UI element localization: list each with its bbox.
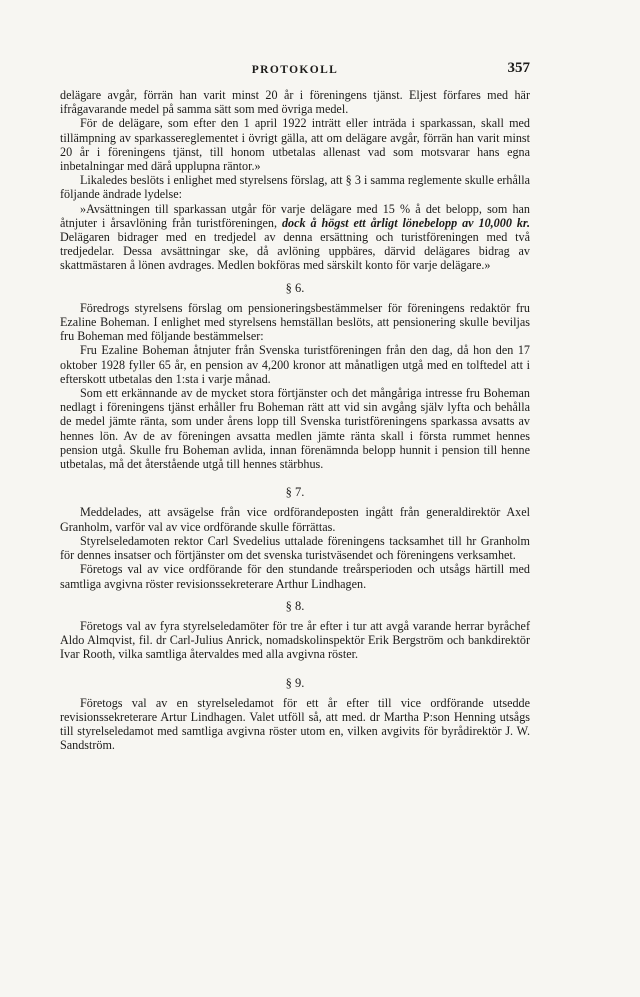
paragraph: Styrelseledamoten rektor Carl Svedelius uttalade föreningens tacksamhet till hr Granholm för dennes insatser och förtjänster om det svenska turistväsendet och föreningens verksamhet. [60, 533, 530, 563]
emphasis-text: dock å högst ett årligt lönebelopp av 10,000 kr. [281, 215, 530, 230]
section-heading: § 8. [285, 598, 305, 613]
paragraph: Meddelades, att avsägelse från vice ordförandeposten ingått från generaldirektör Axel Granholm, varför val av vice ordförande skulle förrättas. [60, 505, 530, 534]
section-heading: § 7. [285, 485, 305, 500]
paragraph: Företogs val av fyra styrelseledamöter för tre år efter i tur att avgå varande herrar byråchef Aldo Almqvist, fil. dr Carl-Julius Anrick, nomadskolinspektör Erik Bergström och bankdirektör Ivar Rooth, vilka samtliga återvaldes med alla avgivna röster. [60, 618, 530, 662]
paragraph: För de delägare, som efter den 1 april 1922 inträtt eller inträda i sparkassan, skall med tillämpning av sparkassereglementet i övrigt gälla, att om delägare avgår, förrän han varit minst 20 år i föreningens tjänst, till honom utbetalas allenast vad som motsvarar hans egna inbetalningar med därå upplupna räntor.» [60, 116, 530, 174]
quote-text: Delägaren bidrager med en tredjedel av denna ersättning och turistföreningen med två tredjedelar. Dessa avsättningar ske, då avlöning uppbäres, därvid delägares bidrag av skattmästaren å lönen avdrages. Medlen bokföras med särskilt konto för varje delägare.» [60, 230, 530, 273]
section-heading: § 6. [285, 280, 305, 295]
quote-text: »Avsättningen till sparkassan utgår för varje delägare med 15 % å det belopp, som han åtnjuter i årsavlöning från turistföreningen, [60, 201, 530, 230]
page-number: 357 [507, 60, 530, 76]
paragraph: Företogs val av en styrelseledamot för ett år efter till vice ordförande utsedde revisionssekreterare Artur Lindhagen. Valet utföll så, att med. dr Martha P:son Henning utsågs till styrelseledamot med samtliga avgivna röster utom en, vilken avgivits för byrådirektör J. W. Sandström. [60, 695, 530, 753]
paragraph: Fru Ezaline Boheman åtnjuter från Svenska turistföreningen från den dag, då hon den 17 oktober 1928 fyller 65 år, en pension av 4,200 kronor att månatligen utgå med en tolftedel att i efterskott utbetalas den 1:sta i varje månad. [60, 343, 530, 386]
paragraph: Som ett erkännande av de mycket stora förtjänster och det mångåriga intresse fru Boheman nedlagt i föreningens tjänst erhåller fru Boheman rätt att vid sin avgång själv lyfta och behålla de medel jämte ränta, som under årens lopp till Svenska turistföreningens sparkassa avsatts av hennes lön. Av de av föreningen avsatta medlen jämte ränta skall i första rummet hennes pension utgå. Skulle fru Boheman avlida, innan förenämnda belopp hunnit i pension till henne utbetalas, må det återstående utgå till hennes stärbhus. [60, 386, 530, 472]
paragraph: Föredrogs styrelsens förslag om pensioneringsbestämmelser för föreningens redaktör fru Ezaline Boheman. I enlighet med styrelsens hemställan beslöts, att pensionering skulle beviljas fru Boheman med följande bestämmelser: [60, 300, 530, 344]
section-heading: § 9. [285, 675, 305, 690]
running-title: PROTOKOLL [251, 64, 339, 76]
paragraph: Likaledes beslöts i enlighet med styrelsens förslag, att § 3 i samma reglemente skulle erhålla följande ändrade lydelse: [60, 173, 530, 202]
paragraph: delägare avgår, förrän han varit minst 20 år i föreningens tjänst. Eljest förfares med här ifrågavarande medel på samma sätt som med övriga medel. [60, 88, 530, 117]
paragraph-quote [60, 202, 530, 273]
page-header [60, 60, 530, 84]
body-text [60, 88, 530, 753]
paragraph: Företogs val av vice ordförande för den stundande treårsperioden och utsågs härtill med samtliga avgivna röster revisionssekreterare Arthur Lindhagen. [60, 562, 530, 591]
